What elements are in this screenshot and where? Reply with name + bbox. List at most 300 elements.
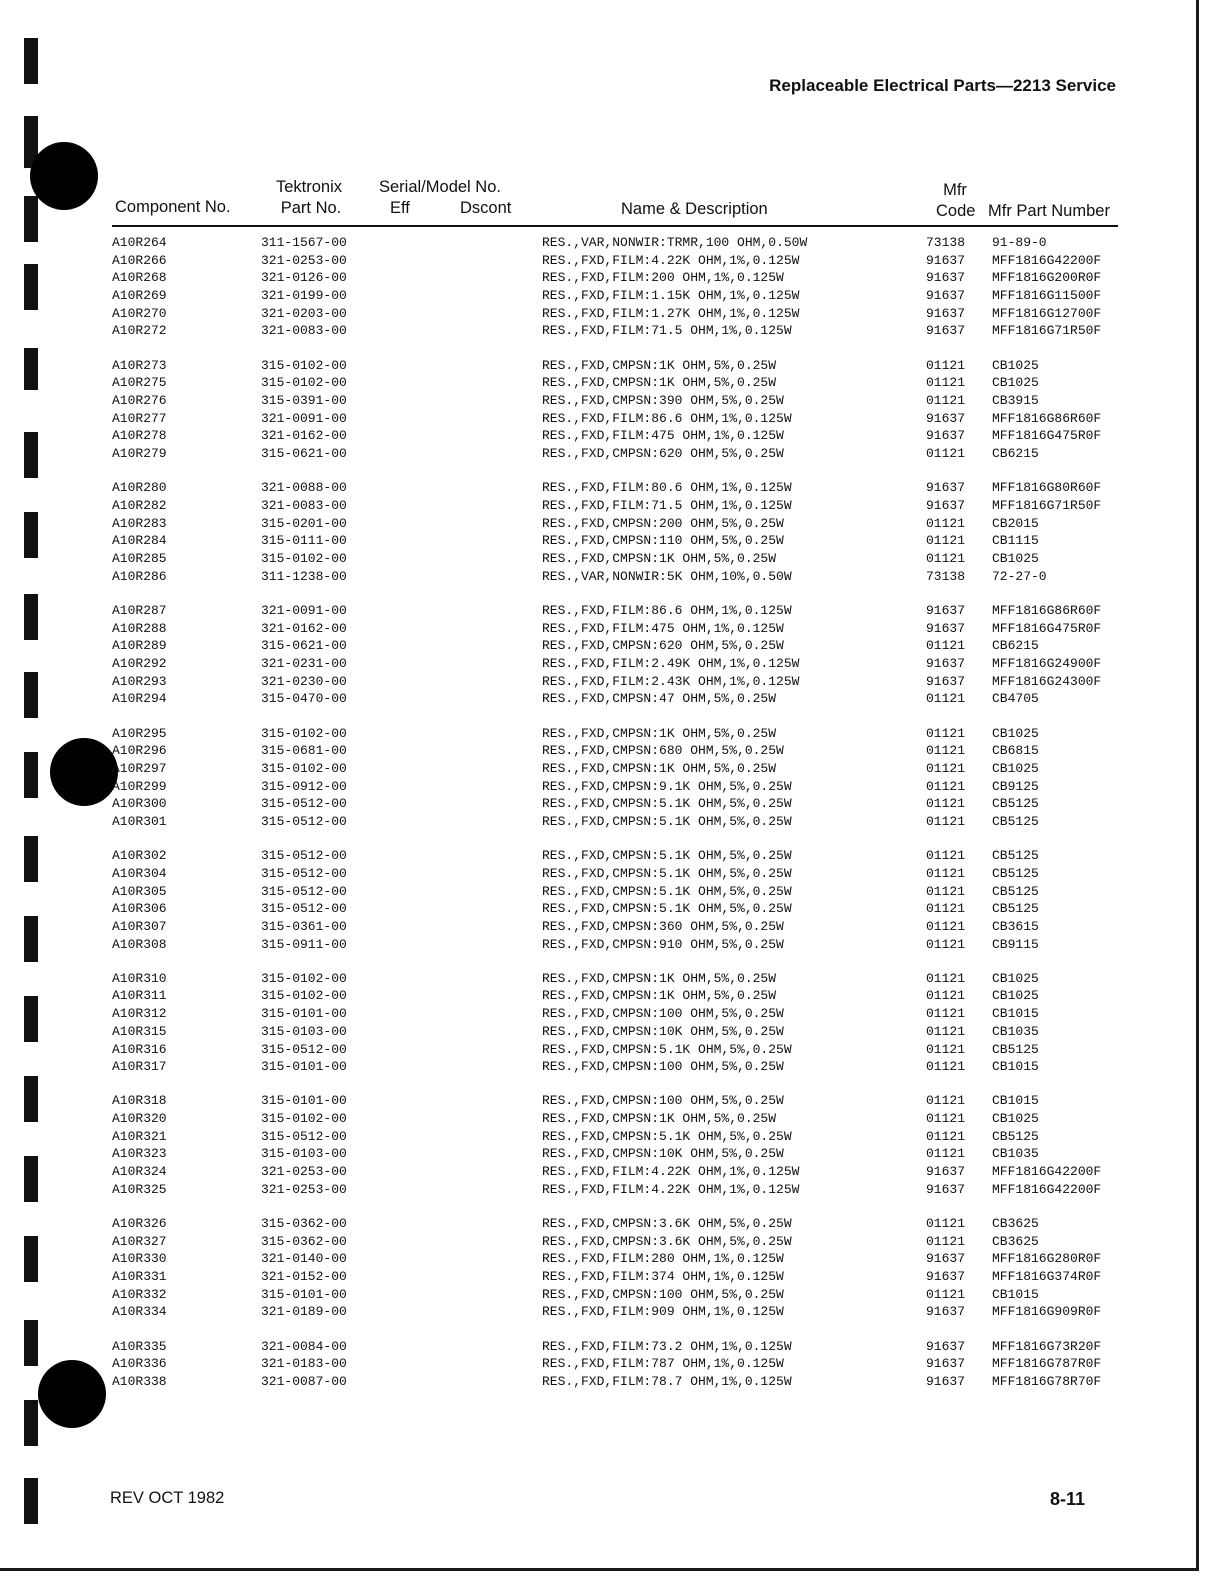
table-row	[104, 725, 1120, 743]
row-group	[104, 1215, 1120, 1321]
binder-mark	[24, 752, 38, 798]
table-row	[104, 813, 1120, 831]
component-no-cell: A10R292	[112, 655, 167, 671]
tektronix-part-no-cell: 321-0087-00	[261, 1374, 347, 1389]
table-row	[104, 637, 1120, 655]
mfr-part-number-cell: CB1015	[992, 1286, 1039, 1302]
name-description-cell: RES.,FXD,FILM:86.6 OHM,1%,0.125W	[542, 410, 792, 426]
mfr-code-cell: 01121	[926, 1233, 966, 1249]
mfr-part-number-cell: CB6215	[992, 638, 1039, 654]
component-no-cell: A10R283	[112, 515, 167, 531]
component-no-cell: A10R304	[112, 865, 167, 881]
component-no-cell: A10R320	[112, 1111, 167, 1127]
mfr-part-number-cell: CB1025	[992, 725, 1039, 741]
mfr-part-number-cell: CB5125	[992, 1041, 1039, 1057]
name-description-cell: RES.,FXD,CMPSN:10K OHM,5%,0.25W	[542, 1023, 784, 1039]
name-description-cell: RES.,FXD,FILM:1.27K OHM,1%,0.125W	[542, 305, 800, 321]
mfr-code-cell: 91637	[926, 1251, 966, 1267]
mfr-code-cell: 91637	[926, 673, 966, 689]
tektronix-part-no-cell: 315-0391-00	[261, 393, 347, 408]
name-description-cell: RES.,FXD,CMPSN:200 OHM,5%,0.25W	[542, 515, 784, 531]
name-description-cell: RES.,FXD,CMPSN:5.1K OHM,5%,0.25W	[542, 813, 792, 829]
name-description-cell: RES.,FXD,CMPSN:100 OHM,5%,0.25W	[542, 1006, 784, 1022]
mfr-code-cell: 91637	[926, 323, 966, 339]
name-description-cell: RES.,FXD,CMPSN:47 OHM,5%,0.25W	[542, 691, 777, 707]
component-no-cell: A10R299	[112, 778, 167, 794]
mfr-part-number-cell: MFF1816G24900F	[992, 655, 1102, 671]
tektronix-part-no-cell: 321-0183-00	[261, 1356, 347, 1372]
component-no-cell: A10R330	[112, 1251, 167, 1267]
tektronix-part-no-cell: 315-0102-00	[261, 725, 347, 741]
header-serial-line1: Serial/Model No.	[379, 178, 501, 196]
component-no-cell: A10R289	[112, 638, 167, 654]
mfr-part-number-cell: CB1025	[992, 970, 1039, 986]
component-no-cell: A10R311	[112, 988, 167, 1004]
mfr-code-cell: 91637	[926, 252, 966, 268]
tektronix-part-no-cell: 315-0102-00	[261, 760, 347, 776]
tektronix-part-no-cell: 321-0230-00	[261, 673, 347, 689]
row-group	[104, 479, 1120, 585]
name-description-cell: RES.,FXD,FILM:78.7 OHM,1%,0.125W	[542, 1374, 792, 1389]
table-row	[104, 655, 1120, 673]
component-no-cell: A10R307	[112, 918, 167, 934]
mfr-part-number-cell: MFF1816G200R0F	[992, 270, 1102, 286]
mfr-code-cell: 91637	[926, 1181, 966, 1197]
mfr-code-cell: 01121	[926, 1093, 966, 1109]
mfr-code-cell: 91637	[926, 497, 966, 513]
name-description-cell: RES.,FXD,CMPSN:390 OHM,5%,0.25W	[542, 393, 784, 408]
mfr-code-cell: 01121	[926, 1128, 966, 1144]
binder-mark	[24, 196, 38, 242]
mfr-part-number-cell: MFF1816G12700F	[992, 305, 1102, 321]
name-description-cell: RES.,FXD,FILM:200 OHM,1%,0.125W	[542, 270, 784, 286]
mfr-part-number-cell: CB1025	[992, 357, 1039, 373]
name-description-cell: RES.,FXD,FILM:1.15K OHM,1%,0.125W	[542, 288, 800, 304]
mfr-code-cell: 01121	[926, 796, 966, 812]
mfr-code-cell: 01121	[926, 725, 966, 741]
component-no-cell: A10R272	[112, 323, 167, 339]
mfr-part-number-cell: MFF1816G78R70F	[992, 1374, 1102, 1389]
name-description-cell: RES.,FXD,CMPSN:910 OHM,5%,0.25W	[542, 936, 784, 952]
name-description-cell: RES.,FXD,CMPSN:1K OHM,5%,0.25W	[542, 760, 777, 776]
binder-mark	[24, 916, 38, 962]
name-description-cell: RES.,FXD,CMPSN:100 OHM,5%,0.25W	[542, 1059, 784, 1075]
name-description-cell: RES.,FXD,FILM:4.22K OHM,1%,0.125W	[542, 252, 800, 268]
mfr-code-cell: 01121	[926, 918, 966, 934]
component-no-cell: A10R273	[112, 357, 167, 373]
row-group	[104, 234, 1120, 340]
mfr-part-number-cell: CB1035	[992, 1146, 1039, 1162]
table-row	[104, 1058, 1120, 1076]
table-row	[104, 865, 1120, 883]
component-no-cell: A10R294	[112, 691, 167, 707]
table-row	[104, 620, 1120, 638]
name-description-cell: RES.,FXD,CMPSN:1K OHM,5%,0.25W	[542, 375, 777, 391]
table-row	[104, 1005, 1120, 1023]
mfr-part-number-cell: CB1025	[992, 1111, 1039, 1127]
mfr-code-cell: 01121	[926, 865, 966, 881]
header-mfr-line1: Mfr	[943, 181, 967, 199]
name-description-cell: RES.,FXD,FILM:4.22K OHM,1%,0.125W	[542, 1164, 800, 1180]
mfr-code-cell: 91637	[926, 1374, 966, 1389]
mfr-code-cell: 91637	[926, 410, 966, 426]
component-no-cell: A10R324	[112, 1164, 167, 1180]
component-no-cell: A10R325	[112, 1181, 167, 1197]
name-description-cell: RES.,FXD,CMPSN:5.1K OHM,5%,0.25W	[542, 1041, 792, 1057]
mfr-code-cell: 91637	[926, 620, 966, 636]
mfr-part-number-cell: CB3915	[992, 393, 1039, 408]
mfr-code-cell: 91637	[926, 602, 966, 618]
name-description-cell: RES.,FXD,FILM:4.22K OHM,1%,0.125W	[542, 1181, 800, 1197]
mfr-code-cell: 01121	[926, 393, 966, 408]
name-description-cell: RES.,FXD,CMPSN:1K OHM,5%,0.25W	[542, 551, 777, 566]
mfr-code-cell: 01121	[926, 1111, 966, 1127]
tektronix-part-no-cell: 321-0162-00	[261, 428, 347, 444]
mfr-part-number-cell: CB5125	[992, 1128, 1039, 1144]
component-no-cell: A10R295	[112, 725, 167, 741]
table-row	[104, 269, 1120, 287]
component-no-cell: A10R312	[112, 1006, 167, 1022]
name-description-cell: RES.,FXD,FILM:909 OHM,1%,0.125W	[542, 1304, 784, 1320]
parts-table	[104, 234, 1120, 1407]
mfr-part-number-cell: CB6215	[992, 446, 1039, 462]
table-row	[104, 1233, 1120, 1251]
mfr-part-number-cell: CB5125	[992, 883, 1039, 899]
mfr-code-cell: 01121	[926, 375, 966, 391]
tektronix-part-no-cell: 315-0512-00	[261, 848, 347, 864]
mfr-code-cell: 91637	[926, 1356, 966, 1372]
component-no-cell: A10R293	[112, 673, 167, 689]
component-no-cell: A10R338	[112, 1374, 167, 1389]
tektronix-part-no-cell: 315-0911-00	[261, 936, 347, 952]
component-no-cell: A10R316	[112, 1041, 167, 1057]
mfr-part-number-cell: CB5125	[992, 865, 1039, 881]
row-group	[104, 970, 1120, 1076]
tektronix-part-no-cell: 315-0101-00	[261, 1006, 347, 1022]
component-no-cell: A10R315	[112, 1023, 167, 1039]
name-description-cell: RES.,FXD,FILM:73.2 OHM,1%,0.125W	[542, 1338, 792, 1354]
component-no-cell: A10R317	[112, 1059, 167, 1075]
row-group	[104, 1338, 1120, 1391]
component-no-cell: A10R305	[112, 883, 167, 899]
punch-hole	[38, 1360, 106, 1428]
binder-mark	[24, 1478, 38, 1524]
name-description-cell: RES.,VAR,NONWIR:TRMR,100 OHM,0.50W	[542, 235, 808, 250]
table-row	[104, 760, 1120, 778]
tektronix-part-no-cell: 315-0102-00	[261, 1111, 347, 1127]
table-row	[104, 1128, 1120, 1146]
component-no-cell: A10R300	[112, 796, 167, 812]
mfr-part-number-cell: CB3625	[992, 1216, 1039, 1231]
tektronix-part-no-cell: 315-0103-00	[261, 1023, 347, 1039]
header-mfr-part-number: Mfr Part Number	[988, 202, 1110, 220]
table-row	[104, 936, 1120, 954]
mfr-part-number-cell: CB1115	[992, 533, 1039, 549]
component-no-cell: A10R286	[112, 568, 167, 584]
component-no-cell: A10R332	[112, 1286, 167, 1302]
name-description-cell: RES.,FXD,CMPSN:110 OHM,5%,0.25W	[542, 533, 784, 549]
tektronix-part-no-cell: 315-0470-00	[261, 691, 347, 707]
mfr-part-number-cell: CB1025	[992, 760, 1039, 776]
table-row	[104, 479, 1120, 497]
table-row	[104, 1373, 1120, 1391]
component-no-cell: A10R279	[112, 446, 167, 462]
binder-mark	[24, 1076, 38, 1122]
tektronix-part-no-cell: 315-0681-00	[261, 743, 347, 759]
page-edge-bottom	[0, 1568, 1199, 1571]
component-no-cell: A10R306	[112, 901, 167, 917]
mfr-code-cell: 01121	[926, 1059, 966, 1075]
tektronix-part-no-cell: 321-0083-00	[261, 497, 347, 513]
name-description-cell: RES.,FXD,CMPSN:5.1K OHM,5%,0.25W	[542, 796, 792, 812]
tektronix-part-no-cell: 321-0162-00	[261, 620, 347, 636]
component-no-cell: A10R335	[112, 1338, 167, 1354]
name-description-cell: RES.,FXD,CMPSN:100 OHM,5%,0.25W	[542, 1286, 784, 1302]
tektronix-part-no-cell: 315-0512-00	[261, 901, 347, 917]
name-description-cell: RES.,FXD,CMPSN:620 OHM,5%,0.25W	[542, 638, 784, 654]
revision-date: REV OCT 1982	[110, 1489, 225, 1507]
mfr-part-number-cell: 91-89-0	[992, 235, 1047, 250]
mfr-part-number-cell: MFF1816G71R50F	[992, 323, 1102, 339]
name-description-cell: RES.,FXD,CMPSN:5.1K OHM,5%,0.25W	[542, 1128, 792, 1144]
binder-mark	[24, 512, 38, 558]
table-row	[104, 305, 1120, 323]
mfr-part-number-cell: CB1025	[992, 551, 1039, 566]
mfr-part-number-cell: CB2015	[992, 515, 1039, 531]
table-row	[104, 550, 1120, 568]
binder-mark	[24, 996, 38, 1042]
mfr-part-number-cell: CB4705	[992, 691, 1039, 707]
table-row	[104, 673, 1120, 691]
header-serial-model	[379, 177, 519, 219]
component-no-cell: A10R284	[112, 533, 167, 549]
tektronix-part-no-cell: 321-0253-00	[261, 1164, 347, 1180]
component-no-cell: A10R287	[112, 602, 167, 618]
table-row	[104, 690, 1120, 708]
header-mfr-line2: Code	[936, 202, 976, 220]
header-serial-dscont: Dscont	[460, 199, 512, 217]
tektronix-part-no-cell: 315-0102-00	[261, 988, 347, 1004]
component-no-cell: A10R269	[112, 288, 167, 304]
mfr-code-cell: 01121	[926, 691, 966, 707]
mfr-code-cell: 73138	[926, 568, 966, 584]
table-row	[104, 883, 1120, 901]
tektronix-part-no-cell: 315-0103-00	[261, 1146, 347, 1162]
tektronix-part-no-cell: 315-0621-00	[261, 638, 347, 654]
tektronix-part-no-cell: 321-0084-00	[261, 1338, 347, 1354]
tektronix-part-no-cell: 321-0083-00	[261, 323, 347, 339]
mfr-part-number-cell: MFF1816G280R0F	[992, 1251, 1102, 1267]
table-row	[104, 1110, 1120, 1128]
mfr-code-cell: 01121	[926, 515, 966, 531]
name-description-cell: RES.,FXD,FILM:475 OHM,1%,0.125W	[542, 428, 784, 444]
name-description-cell: RES.,FXD,CMPSN:5.1K OHM,5%,0.25W	[542, 901, 792, 917]
row-group	[104, 1092, 1120, 1198]
mfr-code-cell: 01121	[926, 446, 966, 462]
tektronix-part-no-cell: 321-0091-00	[261, 602, 347, 618]
mfr-code-cell: 91637	[926, 288, 966, 304]
tektronix-part-no-cell: 311-1567-00	[261, 235, 347, 250]
table-row	[104, 847, 1120, 865]
table-row	[104, 532, 1120, 550]
component-no-cell: A10R334	[112, 1304, 167, 1320]
name-description-cell: RES.,FXD,CMPSN:9.1K OHM,5%,0.25W	[542, 778, 792, 794]
mfr-code-cell: 01121	[926, 1286, 966, 1302]
component-no-cell: A10R285	[112, 551, 167, 566]
component-no-cell: A10R301	[112, 813, 167, 829]
running-title: Replaceable Electrical Parts—2213 Service	[769, 76, 1116, 95]
component-no-cell: A10R288	[112, 620, 167, 636]
table-row	[104, 568, 1120, 586]
tektronix-part-no-cell: 315-0102-00	[261, 375, 347, 391]
mfr-code-cell: 01121	[926, 533, 966, 549]
table-row	[104, 987, 1120, 1005]
tektronix-part-no-cell: 321-0203-00	[261, 305, 347, 321]
name-description-cell: RES.,FXD,CMPSN:100 OHM,5%,0.25W	[542, 1093, 784, 1109]
name-description-cell: RES.,FXD,FILM:71.5 OHM,1%,0.125W	[542, 323, 792, 339]
mfr-code-cell: 91637	[926, 1304, 966, 1320]
component-no-cell: A10R296	[112, 743, 167, 759]
mfr-part-number-cell: CB6815	[992, 743, 1039, 759]
table-row	[104, 970, 1120, 988]
mfr-part-number-cell: MFF1816G909R0F	[992, 1304, 1102, 1320]
tektronix-part-no-cell: 315-0362-00	[261, 1216, 347, 1231]
tektronix-part-no-cell: 321-0253-00	[261, 252, 347, 268]
mfr-part-number-cell: CB3615	[992, 918, 1039, 934]
table-row	[104, 427, 1120, 445]
name-description-cell: RES.,FXD,CMPSN:1K OHM,5%,0.25W	[542, 970, 777, 986]
table-row	[104, 1338, 1120, 1356]
component-no-cell: A10R327	[112, 1233, 167, 1249]
mfr-code-cell: 91637	[926, 305, 966, 321]
mfr-part-number-cell: CB1015	[992, 1059, 1039, 1075]
tektronix-part-no-cell: 315-0512-00	[261, 1128, 347, 1144]
row-group	[104, 847, 1120, 953]
component-no-cell: A10R270	[112, 305, 167, 321]
mfr-part-number-cell: MFF1816G475R0F	[992, 428, 1102, 444]
mfr-part-number-cell: CB1035	[992, 1023, 1039, 1039]
mfr-part-number-cell: CB1015	[992, 1006, 1039, 1022]
mfr-part-number-cell: MFF1816G24300F	[992, 673, 1102, 689]
table-row	[104, 252, 1120, 270]
table-row	[104, 742, 1120, 760]
header-name-description: Name & Description	[621, 200, 768, 218]
mfr-code-cell: 01121	[926, 848, 966, 864]
mfr-code-cell: 01121	[926, 970, 966, 986]
mfr-part-number-cell: CB5125	[992, 813, 1039, 829]
table-row	[104, 1268, 1120, 1286]
mfr-part-number-cell: MFF1816G42200F	[992, 252, 1102, 268]
tektronix-part-no-cell: 315-0512-00	[261, 813, 347, 829]
table-row	[104, 1286, 1120, 1304]
row-group	[104, 725, 1120, 831]
table-row	[104, 234, 1120, 252]
mfr-code-cell: 01121	[926, 743, 966, 759]
name-description-cell: RES.,FXD,FILM:71.5 OHM,1%,0.125W	[542, 497, 792, 513]
tektronix-part-no-cell: 315-0512-00	[261, 883, 347, 899]
mfr-part-number-cell: CB9115	[992, 936, 1039, 952]
component-no-cell: A10R308	[112, 936, 167, 952]
name-description-cell: RES.,FXD,FILM:280 OHM,1%,0.125W	[542, 1251, 784, 1267]
table-row	[104, 795, 1120, 813]
tektronix-part-no-cell: 321-0088-00	[261, 480, 347, 496]
mfr-part-number-cell: CB9125	[992, 778, 1039, 794]
page-edge-right	[1196, 0, 1199, 1570]
mfr-code-cell: 01121	[926, 936, 966, 952]
component-no-cell: A10R310	[112, 970, 167, 986]
name-description-cell: RES.,FXD,CMPSN:360 OHM,5%,0.25W	[542, 918, 784, 934]
tektronix-part-no-cell: 315-0512-00	[261, 1041, 347, 1057]
name-description-cell: RES.,FXD,CMPSN:10K OHM,5%,0.25W	[542, 1146, 784, 1162]
name-description-cell: RES.,FXD,CMPSN:1K OHM,5%,0.25W	[542, 1111, 777, 1127]
component-no-cell: A10R282	[112, 497, 167, 513]
binder-mark	[24, 594, 38, 640]
mfr-part-number-cell: CB5125	[992, 901, 1039, 917]
mfr-code-cell: 91637	[926, 1269, 966, 1285]
tektronix-part-no-cell: 315-0102-00	[261, 970, 347, 986]
page-number: 8-11	[1050, 1489, 1086, 1509]
mfr-code-cell: 01121	[926, 988, 966, 1004]
name-description-cell: RES.,VAR,NONWIR:5K OHM,10%,0.50W	[542, 568, 792, 584]
mfr-code-cell: 01121	[926, 1041, 966, 1057]
tektronix-part-no-cell: 315-0111-00	[261, 533, 347, 549]
name-description-cell: RES.,FXD,FILM:2.43K OHM,1%,0.125W	[542, 673, 800, 689]
mfr-part-number-cell: MFF1816G42200F	[992, 1181, 1102, 1197]
tektronix-part-no-cell: 315-0201-00	[261, 515, 347, 531]
tektronix-part-no-cell: 315-0512-00	[261, 865, 347, 881]
tektronix-part-no-cell: 321-0199-00	[261, 288, 347, 304]
mfr-part-number-cell: MFF1816G42200F	[992, 1164, 1102, 1180]
tektronix-part-no-cell: 315-0512-00	[261, 796, 347, 812]
table-row	[104, 778, 1120, 796]
component-no-cell: A10R264	[112, 235, 167, 250]
component-no-cell: A10R268	[112, 270, 167, 286]
table-row	[104, 1181, 1120, 1199]
mfr-code-cell: 91637	[926, 1164, 966, 1180]
component-no-cell: A10R275	[112, 375, 167, 391]
binder-mark	[24, 432, 38, 478]
mfr-code-cell: 91637	[926, 655, 966, 671]
name-description-cell: RES.,FXD,CMPSN:3.6K OHM,5%,0.25W	[542, 1216, 792, 1231]
tektronix-part-no-cell: 315-0101-00	[261, 1286, 347, 1302]
table-row	[104, 1250, 1120, 1268]
mfr-part-number-cell: MFF1816G71R50F	[992, 497, 1102, 513]
name-description-cell: RES.,FXD,CMPSN:1K OHM,5%,0.25W	[542, 988, 777, 1004]
name-description-cell: RES.,FXD,CMPSN:1K OHM,5%,0.25W	[542, 725, 777, 741]
binder-mark	[24, 672, 38, 718]
component-no-cell: A10R280	[112, 480, 167, 496]
mfr-code-cell: 91637	[926, 428, 966, 444]
binder-mark	[24, 1320, 38, 1366]
table-row	[104, 445, 1120, 463]
binder-mark	[24, 348, 38, 390]
mfr-part-number-cell: MFF1816G11500F	[992, 288, 1102, 304]
mfr-code-cell: 01121	[926, 813, 966, 829]
tektronix-part-no-cell: 321-0126-00	[261, 270, 347, 286]
binder-mark	[24, 38, 38, 84]
mfr-code-cell: 01121	[926, 357, 966, 373]
mfr-part-number-cell: 72-27-0	[992, 568, 1047, 584]
component-no-cell: A10R336	[112, 1356, 167, 1372]
table-row	[104, 357, 1120, 375]
punch-hole	[30, 142, 98, 210]
name-description-cell: RES.,FXD,FILM:2.49K OHM,1%,0.125W	[542, 655, 800, 671]
mfr-code-cell: 01121	[926, 638, 966, 654]
component-no-cell: A10R321	[112, 1128, 167, 1144]
binder-mark	[24, 836, 38, 882]
table-row	[104, 1163, 1120, 1181]
header-component-no-label: Component No.	[115, 198, 231, 216]
